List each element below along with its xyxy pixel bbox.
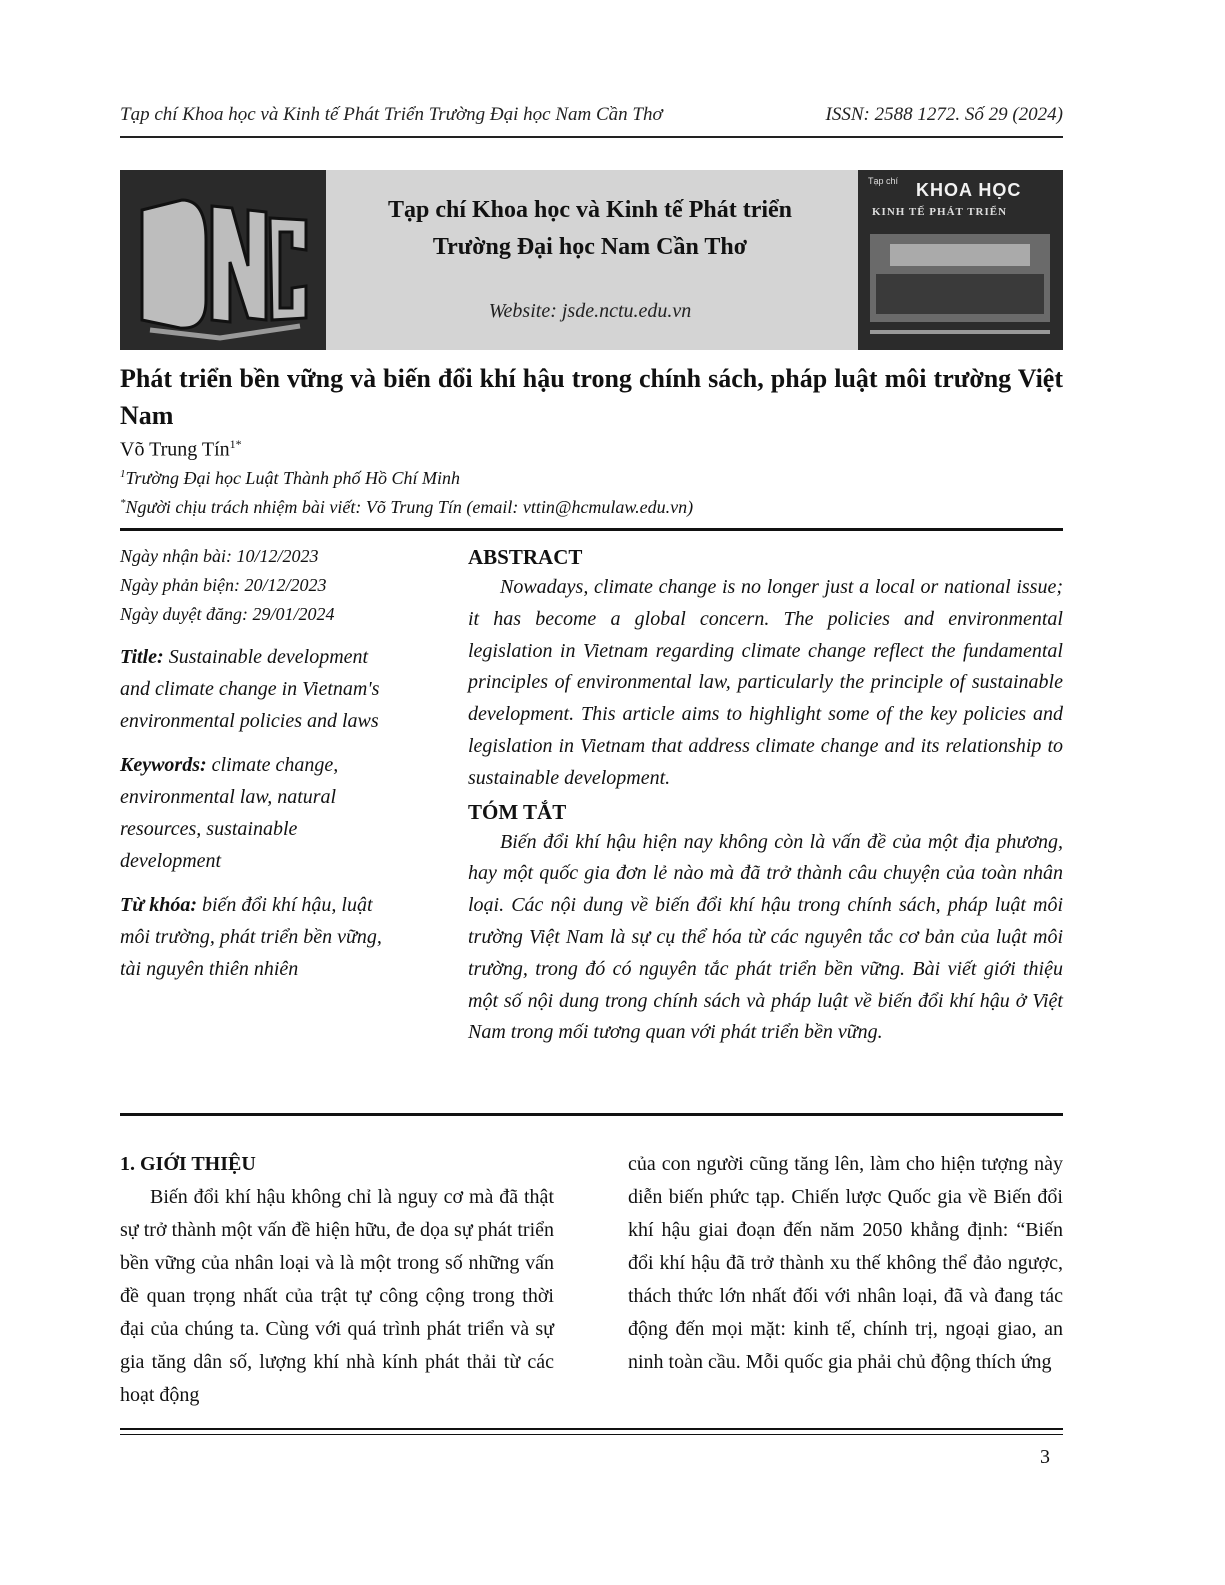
banner-title-line2: Trường Đại học Nam Cần Thơ — [432, 234, 748, 260]
corresponding-text: Người chịu trách nhiệm bài viết: Võ Trung Tín (email: vttin@hcmulaw.edu.vn) — [125, 497, 694, 517]
tom-tat-text: Biến đổi khí hậu hiện nay không còn là vấn đề của một địa phương, hay một quốc gia đơn lẻ nào mà đã trở thành câu chuyện của toàn nhân loại. Các nội dung về biến đổi khí hậu trong chính sách, pháp luật môi trường Việt Nam là sự cụ thể hóa từ các nguyên tắc cơ bản của luật môi trường, trong đó có nguyên tắc phát triển bền vững. Bài viết giới thiệu một số nội dung trong chính sách và pháp luật về biến đổi khí hậu ở Việt Nam trong mối tương quan với phát triển bền vững. — [468, 830, 1063, 1044]
corresponding-mark: * — [120, 497, 126, 509]
cover-subtitle: KINH TẾ PHÁT TRIỂN — [872, 206, 1008, 218]
journal-name: Tạp chí Khoa học và Kinh tế Phát Triển Trường Đại học Nam Cần Thơ — [120, 104, 663, 125]
cover-photo — [870, 234, 1050, 322]
journal-website[interactable]: Website: jsde.nctu.edu.vn — [488, 300, 692, 322]
article-dates — [120, 542, 385, 629]
dnc-logo-icon — [120, 170, 326, 350]
affiliation — [120, 468, 460, 489]
tu-khoa-label: Từ khóa: — [120, 894, 197, 916]
date-reviewed: Ngày phản biện: 20/12/2023 — [120, 575, 327, 595]
cover-title: KHOA HỌC — [916, 180, 1022, 200]
abstract-top-rule — [120, 528, 1063, 531]
footer-rule-thick — [120, 1428, 1063, 1430]
article-info-column — [120, 542, 385, 985]
keywords-label: Keywords: — [120, 754, 207, 776]
affiliation-text: Trường Đại học Luật Thành phố Hồ Chí Minh — [125, 468, 460, 488]
english-title-block — [120, 641, 385, 737]
abstract-heading: ABSTRACT — [468, 545, 583, 569]
banner-title — [330, 192, 850, 266]
corresponding-author — [120, 497, 693, 518]
abstract-text: Nowadays, climate change is no longer just a local or national issue; it has become a global concern. The policies and environmental legislation in Vietnam regarding climate change reflect the fundamental principles of environmental law, particularly the principle of sustainable development. This article aims to highlight some of the key policies and legislation in Vietnam that address climate change and its relationship to sustainable development. — [468, 576, 1063, 789]
intro-paragraph-1: Biến đổi khí hậu không chỉ là nguy cơ mà đã thật sự trở thành một vấn đề hiện hữu, đe dọa sự phát triển bền vững của nhân loại và là một trong số những vấn đề quan trọng nhất của trật tự công cộng trong thời đại của chúng ta. Cùng với quá trình phát triển và sự gia tăng dân số, lượng khí nhà kính phát thải từ các hoạt động — [120, 1186, 554, 1406]
tom-tat-heading: TÓM TẮT — [468, 799, 567, 824]
cover-footer-line — [870, 330, 1050, 334]
author-superscript: 1* — [229, 437, 242, 451]
cover-small-label: Tạp chí — [868, 176, 899, 186]
issn-issue: ISSN: 2588 1272. Số 29 (2024) — [825, 104, 1063, 125]
journal-cover-thumbnail — [858, 170, 1063, 350]
intro-column-left — [120, 1148, 554, 1412]
tu-khoa-block — [120, 889, 385, 985]
intro-column-right — [628, 1148, 1063, 1379]
date-accepted: Ngày duyệt đăng: 29/01/2024 — [120, 604, 335, 624]
english-title-value: Sustainable development and climate change in Vietnam's environmental policies and laws — [120, 646, 380, 732]
keywords-block — [120, 749, 385, 877]
affiliation-mark: 1 — [120, 468, 126, 480]
keywords-value: climate change, environmental law, natural resources, sustainable development — [120, 754, 339, 872]
intro-heading: 1. GIỚI THIỆU — [120, 1153, 256, 1175]
date-received: Ngày nhận bài: 10/12/2023 — [120, 546, 319, 566]
author-name: Võ Trung Tín — [120, 438, 230, 461]
article-title: Phát triển bền vững và biến đổi khí hậu trong chính sách, pháp luật môi trường Việt Nam — [120, 364, 1063, 430]
english-title-label: Title: — [120, 646, 164, 668]
running-header — [120, 100, 1063, 130]
tu-khoa-value: biến đổi khí hậu, luật môi trường, phát triển bền vững, tài nguyên thiên nhiên — [120, 894, 382, 980]
intro-paragraph-continued: của con người cũng tăng lên, làm cho hiện tượng này diễn biến phức tạp. Chiến lược Quốc gia về Biến đổi khí hậu giai đoạn đến năm 2050 khẳng định: “Biến đổi khí hậu đã trở thành xu thế không thể đảo ngược, thách thức lớn nhất đối với nhân loại, đã và đang tác động đến mọi mặt: kinh tế, chính trị, ngoại giao, an ninh toàn cầu. Mỗi quốc gia phải chủ động thích ứng — [628, 1153, 1063, 1373]
abstract-bottom-rule — [120, 1113, 1063, 1116]
page-number: 3 — [1040, 1446, 1050, 1468]
banner-title-line1: Tạp chí Khoa học và Kinh tế Phát triển — [387, 197, 793, 223]
footer-rule-thin — [120, 1434, 1063, 1435]
dnc-logo — [120, 170, 326, 350]
author-line — [120, 437, 242, 462]
header-rule — [120, 136, 1063, 138]
abstract-column — [468, 542, 1063, 1049]
